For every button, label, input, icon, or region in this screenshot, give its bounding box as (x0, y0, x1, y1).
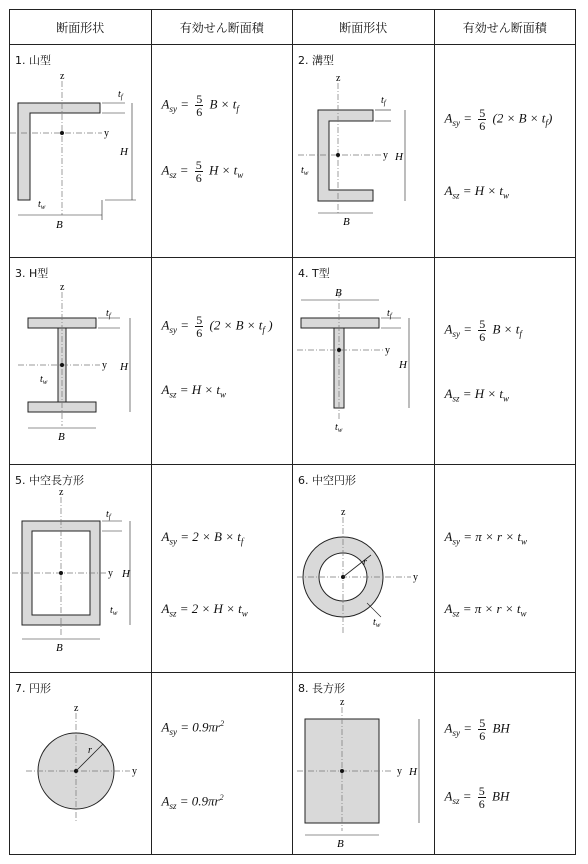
centroid-dot (336, 153, 340, 157)
section-table-sheet (9, 9, 576, 852)
z-axis-label: z (341, 507, 346, 518)
y-axis-label: y (104, 128, 109, 139)
centroid-dot (340, 769, 344, 773)
section-label: 3. H型 (15, 267, 49, 280)
formula-asz: $A_{sz}$ = $\frac{5}{6}$ BH (444, 784, 510, 811)
formula-cell (151, 465, 293, 673)
formula-asy: $A_{sy}$ = $\frac{5}{6}$ $(2 \times B \times t_f)$ (444, 106, 553, 133)
shape-cell-hollow-rect (10, 465, 152, 673)
formula-cell (151, 258, 293, 465)
formula-asz: $A_{sz} = H \times t_w$ (161, 382, 227, 400)
section-label: 8. 長方形 (298, 682, 345, 695)
tw-label: $t_w$ (335, 422, 343, 434)
z-axis-label: z (59, 487, 64, 498)
z-axis-label: z (336, 73, 341, 84)
section-label: 1. 山型 (15, 54, 51, 67)
z-axis-label: z (60, 282, 65, 293)
centroid-dot (59, 571, 63, 575)
formula-cell (151, 673, 293, 855)
formula-asy: $A_{sy} = \pi \times r \times t_w$ (444, 529, 527, 547)
centroid-dot (337, 348, 341, 352)
formula-asz: $A_{sz}$ = $\frac{5}{6}$ $H \times t_w$ (161, 158, 244, 185)
width-label: B (337, 838, 344, 850)
formula-asz: $A_{sz} = H \times t_w$ (444, 183, 510, 201)
circle-figure (10, 673, 151, 854)
shape-cell-h (10, 258, 152, 465)
formula-asy: $A_{sy} = 0.9\pi r^2$ (161, 719, 225, 737)
tf-label: $t_f$ (106, 509, 111, 521)
header-row (10, 10, 576, 45)
y-axis-label: y (102, 360, 107, 371)
height-label: H (122, 568, 130, 580)
h-section-figure (10, 258, 151, 464)
y-axis-label: y (413, 572, 418, 583)
table-row (10, 673, 576, 855)
angle-shape (18, 103, 100, 200)
radius-label: r (88, 745, 92, 756)
formula-cell (434, 673, 576, 855)
height-label: H (395, 151, 403, 163)
section-label: 2. 溝型 (298, 54, 334, 67)
tf-label: $t_f$ (118, 89, 123, 101)
section-label: 4. T型 (298, 267, 330, 280)
header-shape-1: 断面形状 (10, 10, 152, 45)
hollow-circle-figure (293, 465, 434, 672)
tw-label: $t_w$ (40, 374, 48, 386)
angle-section-figure (10, 45, 151, 257)
centroid-dot (60, 363, 64, 367)
channel-shape (318, 110, 373, 201)
formula-cell (434, 465, 576, 673)
section-table (9, 9, 576, 855)
y-axis-label: y (132, 766, 137, 777)
formula-asz: $A_{sz} = \pi \times r \times t_w$ (444, 601, 527, 619)
shape-cell-angle (10, 45, 152, 258)
channel-section-figure (293, 45, 434, 257)
width-label: B (56, 219, 63, 231)
shape-cell-circle (10, 673, 152, 855)
tf-label: $t_f$ (381, 95, 386, 107)
height-label: H (399, 359, 407, 371)
tw-label: $t_w$ (373, 617, 381, 629)
y-axis-label: y (397, 766, 402, 777)
width-label: B (56, 642, 63, 654)
table-row (10, 258, 576, 465)
width-label: B (58, 431, 65, 443)
shape-cell-hollow-circle (293, 465, 435, 673)
formula-cell (434, 258, 576, 465)
section-label: 7. 円形 (15, 682, 51, 695)
formula-asz: $A_{sz} = 2 \times H \times t_w$ (161, 601, 248, 619)
t-section-figure (293, 258, 434, 464)
y-axis-label: y (108, 568, 113, 579)
formula-asy: $A_{sy}$ = $\frac{5}{6}$ $B \times t_f$ (161, 92, 239, 119)
formula-asy: $A_{sy} = 2 \times B \times t_f$ (161, 529, 244, 547)
y-axis-label: y (383, 150, 388, 161)
rectangle-figure (293, 673, 434, 854)
width-label: B (343, 216, 350, 228)
formula-asy: $A_{sy}$ = $\frac{5}{6}$ ($2 \times B \times t_f$ ) (161, 313, 273, 340)
shape-cell-rectangle (293, 673, 435, 855)
formula-cell (434, 45, 576, 258)
z-axis-label: z (60, 71, 65, 82)
tf-label: $t_f$ (106, 308, 111, 320)
hollow-rect-figure (10, 465, 151, 672)
section-label: 5. 中空長方形 (15, 474, 84, 487)
dim-line (367, 603, 381, 617)
table-row (10, 465, 576, 673)
header-area-2: 有効せん断面積 (434, 10, 576, 45)
y-axis-label: y (385, 345, 390, 356)
tf-label: $t_f$ (387, 308, 392, 320)
shape-cell-channel (293, 45, 435, 258)
formula-asy: $A_{sy}$ = $\frac{5}{6}$ BH (444, 716, 510, 743)
section-label: 6. 中空円形 (298, 474, 356, 487)
z-axis-label: z (74, 703, 79, 714)
tw-label: $t_w$ (301, 165, 309, 177)
height-label: H (120, 361, 128, 373)
formula-asy: $A_{sy}$ = $\frac{5}{6}$ $B \times t_f$ (444, 317, 522, 344)
formula-asz: $A_{sz} = 0.9\pi r^2$ (161, 793, 224, 811)
header-area-1: 有効せん断面積 (151, 10, 293, 45)
shape-cell-t (293, 258, 435, 465)
formula-cell (151, 45, 293, 258)
centroid-dot (60, 131, 64, 135)
z-axis-label: z (340, 697, 345, 708)
table-row (10, 45, 576, 258)
header-shape-2: 断面形状 (293, 10, 435, 45)
formula-asz: $A_{sz} = H \times t_w$ (444, 386, 510, 404)
height-label: H (120, 146, 128, 158)
height-label: H (409, 766, 417, 778)
tw-label: $t_w$ (38, 199, 46, 211)
flange (301, 318, 379, 328)
width-label: B (335, 287, 342, 299)
tw-label: $t_w$ (110, 605, 118, 617)
radius-label: r (363, 557, 367, 568)
